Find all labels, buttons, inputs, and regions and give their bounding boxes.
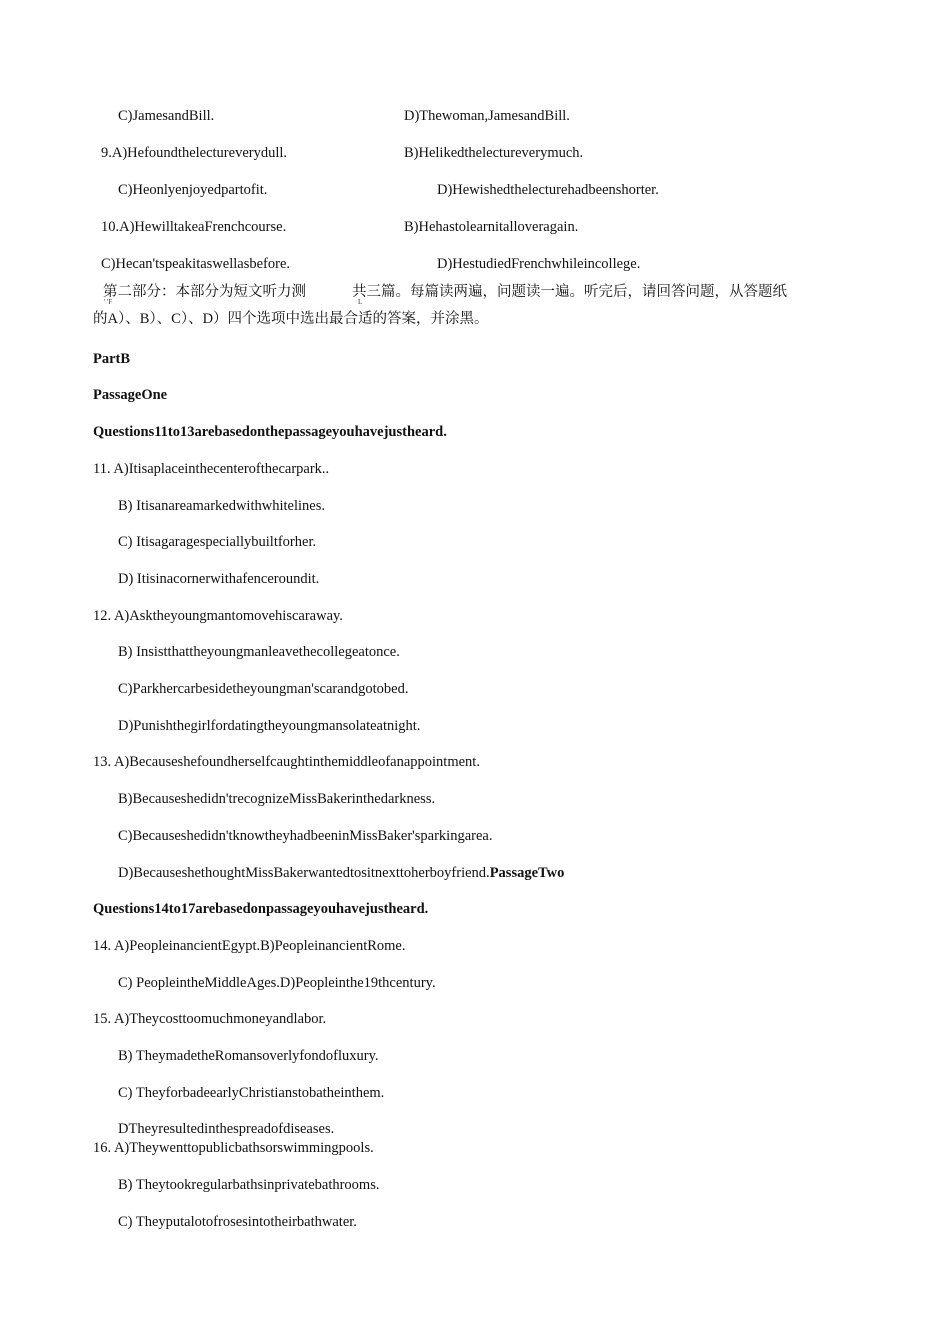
option-line: C) Itisagaragespeciallybuiltforher. [118,534,317,550]
option-line: DTheyresultedinthespreadofdiseases. [118,1121,335,1137]
question-line: 12. A)Asktheyoungmantomovehiscaraway. [93,608,343,624]
question-line: 11. A)Itisaplaceinthecenterofthecarpark.. [93,461,330,477]
option-line: C)Heonlyenjoyedpartofit. [118,182,268,198]
option-text: D)BecauseshethoughtMissBakerwantedtositnexttoherboyfriend. [118,865,490,881]
option-line: B) Itisanareamarkedwithwhitelines. [118,498,325,514]
option-line: C)Parkhercarbesidetheyoungman'scarandgotobed. [118,681,409,697]
question-line: 13. A)Becauseshefoundherselfcaughtinthemiddleofanappointment. [93,754,480,770]
option-line: B) Theytookregularbathsinprivatebathrooms. [118,1177,380,1193]
option-line: C) PeopleintheMiddleAges.D)Peopleinthe19thcentury. [118,975,436,991]
option-line: B)Becauseshedidn'trecognizeMissBakerinthedarkness. [118,791,436,807]
question-line: 16. A)Theywenttopublicbathsorswimmingpools. [93,1140,374,1156]
option-line: D)HestudiedFrenchwhileincollege. [437,256,641,272]
section-instruction: 共三篇。每篇读两遍，问题读一遍。听完后，请回答问题，从答题纸 [352,284,787,300]
option-line: C)Hecan'tspeakitaswellasbefore. [101,256,291,272]
option-line: D) Itisinacornerwithafenceroundit. [118,571,320,587]
question-line: 9.A)Hefoundthelectureverydull. [101,145,288,161]
scan-mark: L [358,298,363,306]
scan-mark: ' 'F [104,298,113,306]
passage-heading: PassageTwo [489,865,565,881]
section-instruction: 第二部分：本部分为短文听力测 [103,284,306,300]
option-line: D)Hewishedthelecturehadbeenshorter. [437,182,659,198]
passage-heading: PassageOne [93,387,168,403]
section-instruction: 的A）、B）、C）、D）四个选项中选出最合适的答案，并涂黑。 [93,311,489,327]
question-line: 10.A)HewilltakeaFrenchcourse. [101,219,287,235]
question-line: 14. A)PeopleinancientEgypt.B)PeopleinancientRome. [93,938,406,954]
questions-heading: Questions14to17arebasedonpassageyouhavejustheard. [93,901,429,917]
questions-heading: Questions11to13arebasedonthepassageyouhavejustheard. [93,424,447,440]
option-line: C)JamesandBill. [118,108,215,124]
option-line: C) Theyputalotofrosesintotheirbathwater. [118,1214,357,1230]
option-line: C) TheyforbadeearlyChristianstobatheinthem. [118,1085,385,1101]
option-line: B)Helikedthelectureverymuch. [404,145,584,161]
option-line: B) Insistthattheyoungmanleavethecollegeatonce. [118,644,400,660]
part-heading: PartB [93,351,131,367]
option-line: D)Punishthegirlfordatingtheyoungmansolateatnight. [118,718,421,734]
option-line: B) TheymadetheRomansoverlyfondofluxury. [118,1048,379,1064]
option-line: B)Hehastolearnitalloveragain. [404,219,579,235]
option-line: D)Thewoman,JamesandBill. [404,108,570,124]
question-line: 15. A)Theycosttoomuchmoneyandlabor. [93,1011,327,1027]
option-line: C)Becauseshedidn'tknowtheyhadbeeninMissBaker'sparkingarea. [118,828,493,844]
option-line [118,864,564,882]
